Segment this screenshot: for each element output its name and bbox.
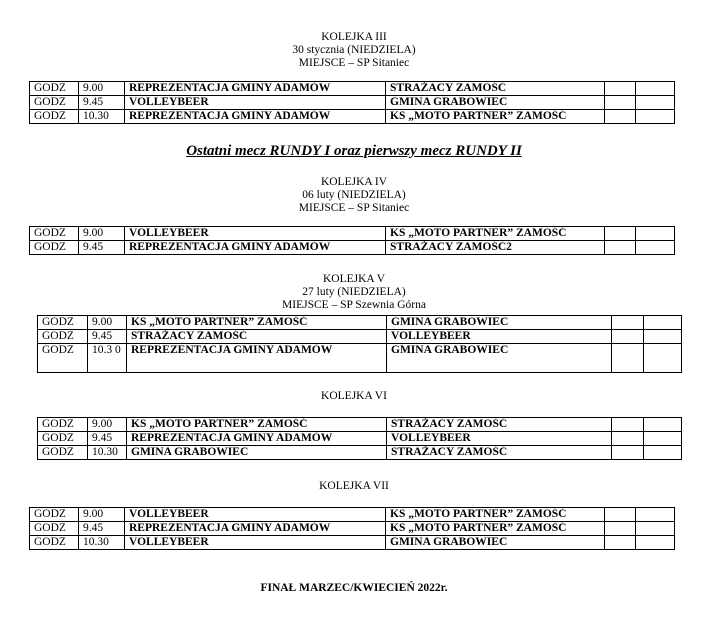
time-cell: 10.3 0	[88, 344, 127, 373]
score-cell	[612, 446, 644, 460]
final-note: FINAŁ MARZEC/KWIECIEŃ 2022r.	[260, 582, 448, 594]
away-team: GMINA GRABOWIEC	[387, 344, 612, 373]
godz-cell: GODZ	[30, 536, 79, 550]
round-place: MIEJSCE – SP Sitaniec	[298, 202, 410, 214]
time-cell: 9.00	[88, 316, 127, 330]
score-cell	[636, 241, 675, 255]
time-cell: 10.30	[79, 110, 125, 124]
away-team: STRAŻACY ZAMOŚĆ2	[386, 241, 605, 255]
home-team: REPREZENTACJA GMINY ADAMÓW	[125, 241, 386, 255]
table-row	[30, 522, 675, 536]
time-cell: 9.00	[79, 82, 125, 96]
time-cell: 9.45	[79, 522, 125, 536]
score-cell	[612, 330, 644, 344]
section-subtitle: Ostatni mecz RUNDY I oraz pierwszy mecz RUNDY II	[186, 143, 522, 159]
godz-cell: GODZ	[38, 432, 88, 446]
score-cell	[605, 227, 636, 241]
table-row	[38, 418, 682, 432]
table-row	[30, 82, 675, 96]
home-team: REPREZENTACJA GMINY ADAMÓW	[125, 110, 386, 124]
table-row	[38, 316, 682, 330]
time-cell: 9.00	[79, 227, 125, 241]
home-team: VOLLEYBEER	[125, 227, 386, 241]
round-place: MIEJSCE – SP Sitaniec	[298, 57, 410, 69]
godz-cell: GODZ	[38, 446, 88, 460]
time-cell: 9.45	[79, 241, 125, 255]
score-cell	[605, 241, 636, 255]
score-cell	[605, 110, 636, 124]
time-cell: 9.00	[79, 508, 125, 522]
round-title: KOLEJKA IV	[320, 176, 388, 188]
table-row	[38, 446, 682, 460]
score-cell	[644, 418, 682, 432]
godz-cell: GODZ	[38, 316, 88, 330]
round-6-table	[37, 417, 682, 460]
score-cell	[612, 432, 644, 446]
score-cell	[605, 522, 636, 536]
home-team: VOLLEYBEER	[125, 96, 386, 110]
time-cell: 9.45	[88, 432, 127, 446]
score-cell	[636, 508, 675, 522]
score-cell	[644, 316, 682, 330]
away-team: KS „MOTO PARTNER” ZAMOŚĆ	[386, 227, 605, 241]
round-7-header	[0, 480, 708, 493]
away-team: KS „MOTO PARTNER” ZAMOŚĆ	[386, 522, 605, 536]
score-cell	[605, 508, 636, 522]
score-cell	[612, 316, 644, 330]
home-team: REPREZENTACJA GMINY ADAMÓW	[127, 344, 387, 373]
score-cell	[636, 522, 675, 536]
round-date: 27 luty (NIEDZIELA)	[302, 286, 406, 298]
godz-cell: GODZ	[38, 344, 88, 373]
score-cell	[612, 344, 644, 373]
score-cell	[612, 418, 644, 432]
score-cell	[644, 344, 682, 373]
round-title: KOLEJKA III	[321, 31, 387, 43]
away-team: KS „MOTO PARTNER” ZAMOŚĆ	[386, 110, 605, 124]
round-title: KOLEJKA VI	[321, 390, 387, 402]
table-row	[30, 508, 675, 522]
away-team: VOLLEYBEER	[387, 330, 612, 344]
score-cell	[644, 330, 682, 344]
score-cell	[636, 82, 675, 96]
round-date: 30 stycznia (NIEDZIELA)	[292, 44, 416, 56]
godz-cell: GODZ	[30, 96, 79, 110]
table-row	[30, 227, 675, 241]
time-cell: 9.45	[79, 96, 125, 110]
godz-cell: GODZ	[30, 227, 79, 241]
round-4-table	[29, 226, 675, 255]
score-cell	[636, 110, 675, 124]
away-team: VOLLEYBEER	[387, 432, 612, 446]
table-row	[30, 536, 675, 550]
score-cell	[605, 82, 636, 96]
away-team: STRAŻACY ZAMOŚĆ	[386, 82, 605, 96]
godz-cell: GODZ	[30, 82, 79, 96]
godz-cell: GODZ	[38, 330, 88, 344]
table-row	[30, 110, 675, 124]
home-team: KS „MOTO PARTNER” ZAMOŚĆ	[127, 418, 387, 432]
round-title: KOLEJKA VII	[319, 480, 389, 492]
score-cell	[636, 227, 675, 241]
table-row	[30, 241, 675, 255]
godz-cell: GODZ	[30, 110, 79, 124]
godz-cell: GODZ	[30, 508, 79, 522]
home-team: VOLLEYBEER	[125, 508, 386, 522]
round-3-header	[0, 31, 708, 70]
table-row	[38, 432, 682, 446]
home-team: REPREZENTACJA GMINY ADAMÓW	[125, 522, 386, 536]
time-cell: 10.30	[88, 446, 127, 460]
table-row	[38, 330, 682, 344]
away-team: STRAŻACY ZAMOŚĆ	[387, 418, 612, 432]
score-cell	[644, 446, 682, 460]
table-row	[38, 344, 682, 373]
round-3-table	[29, 81, 675, 124]
away-team: KS „MOTO PARTNER” ZAMOŚĆ	[386, 508, 605, 522]
score-cell	[636, 96, 675, 110]
round-7-table	[29, 507, 675, 550]
home-team: REPREZENTACJA GMINY ADAMÓW	[127, 432, 387, 446]
home-team: KS „MOTO PARTNER” ZAMOŚĆ	[127, 316, 387, 330]
round-date: 06 luty (NIEDZIELA)	[302, 189, 406, 201]
score-cell	[644, 432, 682, 446]
table-row	[30, 96, 675, 110]
round-5-table	[37, 315, 682, 373]
round-6-header	[0, 390, 708, 403]
round-place: MIEJSCE – SP Szewnia Górna	[282, 299, 426, 311]
time-cell: 9.45	[88, 330, 127, 344]
round-5-header	[0, 273, 708, 312]
away-team: GMINA GRABOWIEC	[387, 316, 612, 330]
home-team: GMINA GRABOWIEC	[127, 446, 387, 460]
time-cell: 10.30	[79, 536, 125, 550]
time-cell: 9.00	[88, 418, 127, 432]
home-team: STRAŻACY ZAMOŚĆ	[127, 330, 387, 344]
round-4-header	[0, 176, 708, 215]
home-team: REPREZENTACJA GMINY ADAMÓW	[125, 82, 386, 96]
away-team: STRAŻACY ZAMOŚĆ	[387, 446, 612, 460]
away-team: GMINA GRABOWIEC	[386, 96, 605, 110]
score-cell	[636, 536, 675, 550]
godz-cell: GODZ	[30, 522, 79, 536]
round-title: KOLEJKA V	[322, 273, 386, 285]
godz-cell: GODZ	[38, 418, 88, 432]
score-cell	[605, 96, 636, 110]
godz-cell: GODZ	[30, 241, 79, 255]
away-team: GMINA GRABOWIEC	[386, 536, 605, 550]
home-team: VOLLEYBEER	[125, 536, 386, 550]
score-cell	[605, 536, 636, 550]
